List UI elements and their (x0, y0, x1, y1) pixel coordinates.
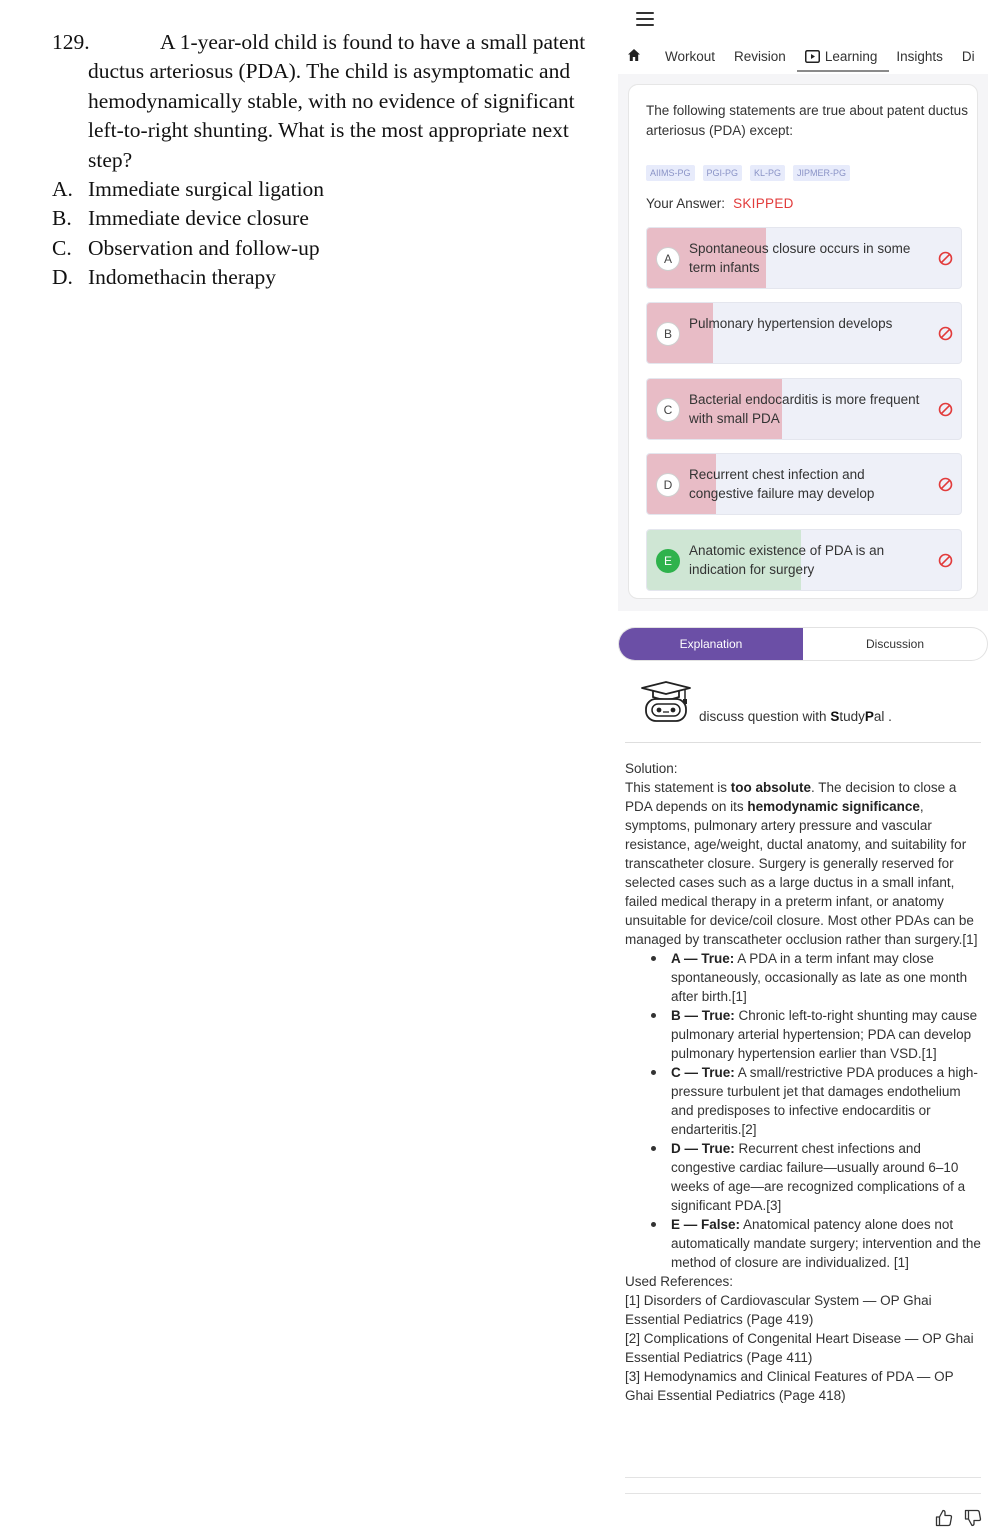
answer-option-e[interactable] (646, 529, 962, 591)
question-stem (52, 28, 602, 175)
intro-bold: hemodynamic significance (747, 799, 920, 814)
option-text: Spontaneous closure occurs in some term infants (689, 241, 911, 275)
solution-point (645, 949, 981, 1006)
point-label: D — True: (671, 1141, 735, 1156)
point-label: E — False: (671, 1217, 741, 1232)
ban-icon (938, 326, 953, 341)
intro-text: . The decision to close a PDA depends on its (625, 780, 957, 814)
question-text: A 1-year-old child is found to have a small patent ductus arteriosus (PDA). The child is asymptomatic and hemodynamically stable, with no evidence of significant left-to-right shunting. What is the most appropriate next step? (88, 30, 586, 172)
option-text: Bacterial endocarditis is more frequent with small PDA (689, 392, 920, 426)
answer-option-a[interactable] (646, 227, 962, 289)
divider (625, 1493, 981, 1494)
ban-icon (938, 251, 953, 266)
question-card (628, 84, 978, 599)
point-label: B — True: (671, 1008, 735, 1023)
ban-icon (938, 402, 953, 417)
menu-icon[interactable] (636, 12, 654, 26)
point-label: A — True: (671, 951, 735, 966)
option-text: Anatomic existence of PDA is an indication for surgery (689, 543, 885, 577)
home-icon[interactable] (627, 48, 641, 62)
studypal-tudy: tudy (839, 709, 865, 724)
ban-icon (938, 553, 953, 568)
answer-option-b[interactable] (646, 302, 962, 364)
solution-section (625, 759, 981, 1405)
question-panel (52, 28, 602, 293)
solution-point (645, 1139, 981, 1215)
studypal-al: al . (873, 709, 892, 724)
point-text: Recurrent chest infections and congestive cardiac failure—usually around 6–10 weeks of age—are recognized complications of a significant PDA.[3] (671, 1141, 966, 1213)
option-letter-badge: B (656, 322, 680, 346)
your-answer-value: SKIPPED (733, 196, 794, 211)
point-text: Chronic left-to-right shunting may cause pulmonary arterial hypertension; PDA can develop pulmonary hypertension earlier than VSD.[1] (671, 1008, 978, 1061)
tab-more[interactable]: Di (961, 48, 975, 64)
studypal-robot-icon[interactable] (638, 680, 694, 724)
question-option-c[interactable] (52, 234, 602, 263)
point-label: C — True: (671, 1065, 735, 1080)
answer-option-d[interactable] (646, 453, 962, 515)
your-answer (646, 196, 794, 211)
answer-option-c[interactable] (646, 378, 962, 440)
option-text: Immediate surgical ligation (88, 177, 325, 202)
solution-point (645, 1215, 981, 1272)
your-answer-label: Your Answer: (646, 196, 726, 211)
point-text: A PDA in a term infant may close spontaneously, occasionally as late as one month after birth.[1] (671, 951, 968, 1004)
question-number: 129. (52, 30, 90, 54)
learning-play-icon (805, 50, 820, 63)
top-nav (618, 40, 988, 72)
question-option-a[interactable] (52, 175, 602, 204)
solution-heading: Solution: (625, 761, 678, 776)
ban-icon (938, 477, 953, 492)
studypal-s: S (830, 709, 840, 724)
option-text: Indomethacin therapy (88, 265, 277, 290)
exam-tag: JIPMER-PG (793, 165, 850, 181)
tab-learning[interactable] (805, 40, 878, 72)
reference-item: [2] Complications of Congenital Heart Disease — OP Ghai Essential Pediatrics (Page 411) (625, 1331, 974, 1365)
exam-tag: KL-PG (750, 165, 785, 181)
option-letter-badge: D (656, 473, 680, 497)
question-option-b[interactable] (52, 204, 602, 233)
card-stem: The following statements are true about patent ductus arteriosus (PDA) except: (646, 103, 968, 138)
studypal-prefix: discuss question with (699, 709, 831, 724)
option-text: Pulmonary hypertension develops (689, 316, 893, 331)
reference-item: [3] Hemodynamics and Clinical Features of PDA — OP Ghai Essential Pediatrics (Page 418) (625, 1369, 954, 1403)
option-text: Recurrent chest infection and congestive failure may develop (689, 467, 875, 501)
option-letter-badge: A (656, 247, 680, 271)
intro-text: , symptoms, pulmonary artery pressure and vascular resistance, age/weight, ductal anatomy, and suitability for transcatheter closure. Surgery is generally reserved for selected cases such as a large ductus in a small infant, failed medical therapy in a preterm infant, or anatomy unsuitable for device/coil closure. Most other PDAs can be managed by transcatheter occlusion rather than surgery.[1] (625, 799, 978, 947)
tab-workout[interactable]: Workout (665, 48, 716, 64)
explanation-discussion-toggle (618, 627, 988, 661)
solution-intro (625, 778, 981, 949)
solution-point (645, 1063, 981, 1139)
solution-points (645, 949, 981, 1272)
thumbs-down-icon[interactable] (964, 1509, 982, 1527)
app-panel (618, 0, 988, 1540)
option-letter: B. (52, 206, 72, 231)
studypal-p: P (864, 709, 874, 724)
tab-revision[interactable]: Revision (734, 48, 786, 64)
thumbs-up-icon[interactable] (935, 1509, 953, 1527)
option-letter-badge: C (656, 398, 680, 422)
exam-tag: AIIMS-PG (646, 165, 695, 181)
exam-tag: PGI-PG (703, 165, 743, 181)
option-letter: A. (52, 177, 73, 202)
studypal-link[interactable] (699, 709, 892, 724)
option-letter: D. (52, 265, 73, 290)
option-text: Immediate device closure (88, 206, 309, 231)
tab-discussion[interactable]: Discussion (865, 637, 925, 651)
divider (625, 742, 981, 743)
reference-item: [1] Disorders of Cardiovascular System — OP Ghai Essential Pediatrics (Page 419) (625, 1293, 932, 1327)
tab-explanation[interactable]: Explanation (619, 628, 803, 660)
references-heading: Used References: (625, 1274, 734, 1289)
question-option-d[interactable] (52, 263, 602, 292)
tab-insights[interactable]: Insights (896, 48, 943, 64)
option-text: Observation and follow-up (88, 235, 320, 260)
intro-bold: too absolute (730, 780, 812, 795)
option-letter: C. (52, 235, 72, 260)
point-text: A small/restrictive PDA produces a high-pressure turbulent jet that damages endothelium and predisposes to infective endocarditis or endarteritis.[2] (671, 1065, 978, 1137)
tab-learning-label: Learning (824, 48, 878, 64)
point-text: Anatomical patency alone does not automatically mandate surgery; intervention and the method of closure are individualized. [1] (671, 1217, 981, 1270)
divider (625, 1477, 981, 1478)
option-letter-badge: E (656, 549, 680, 573)
intro-text: This statement is (625, 780, 731, 795)
solution-point (645, 1006, 981, 1063)
exam-tags (646, 165, 850, 181)
